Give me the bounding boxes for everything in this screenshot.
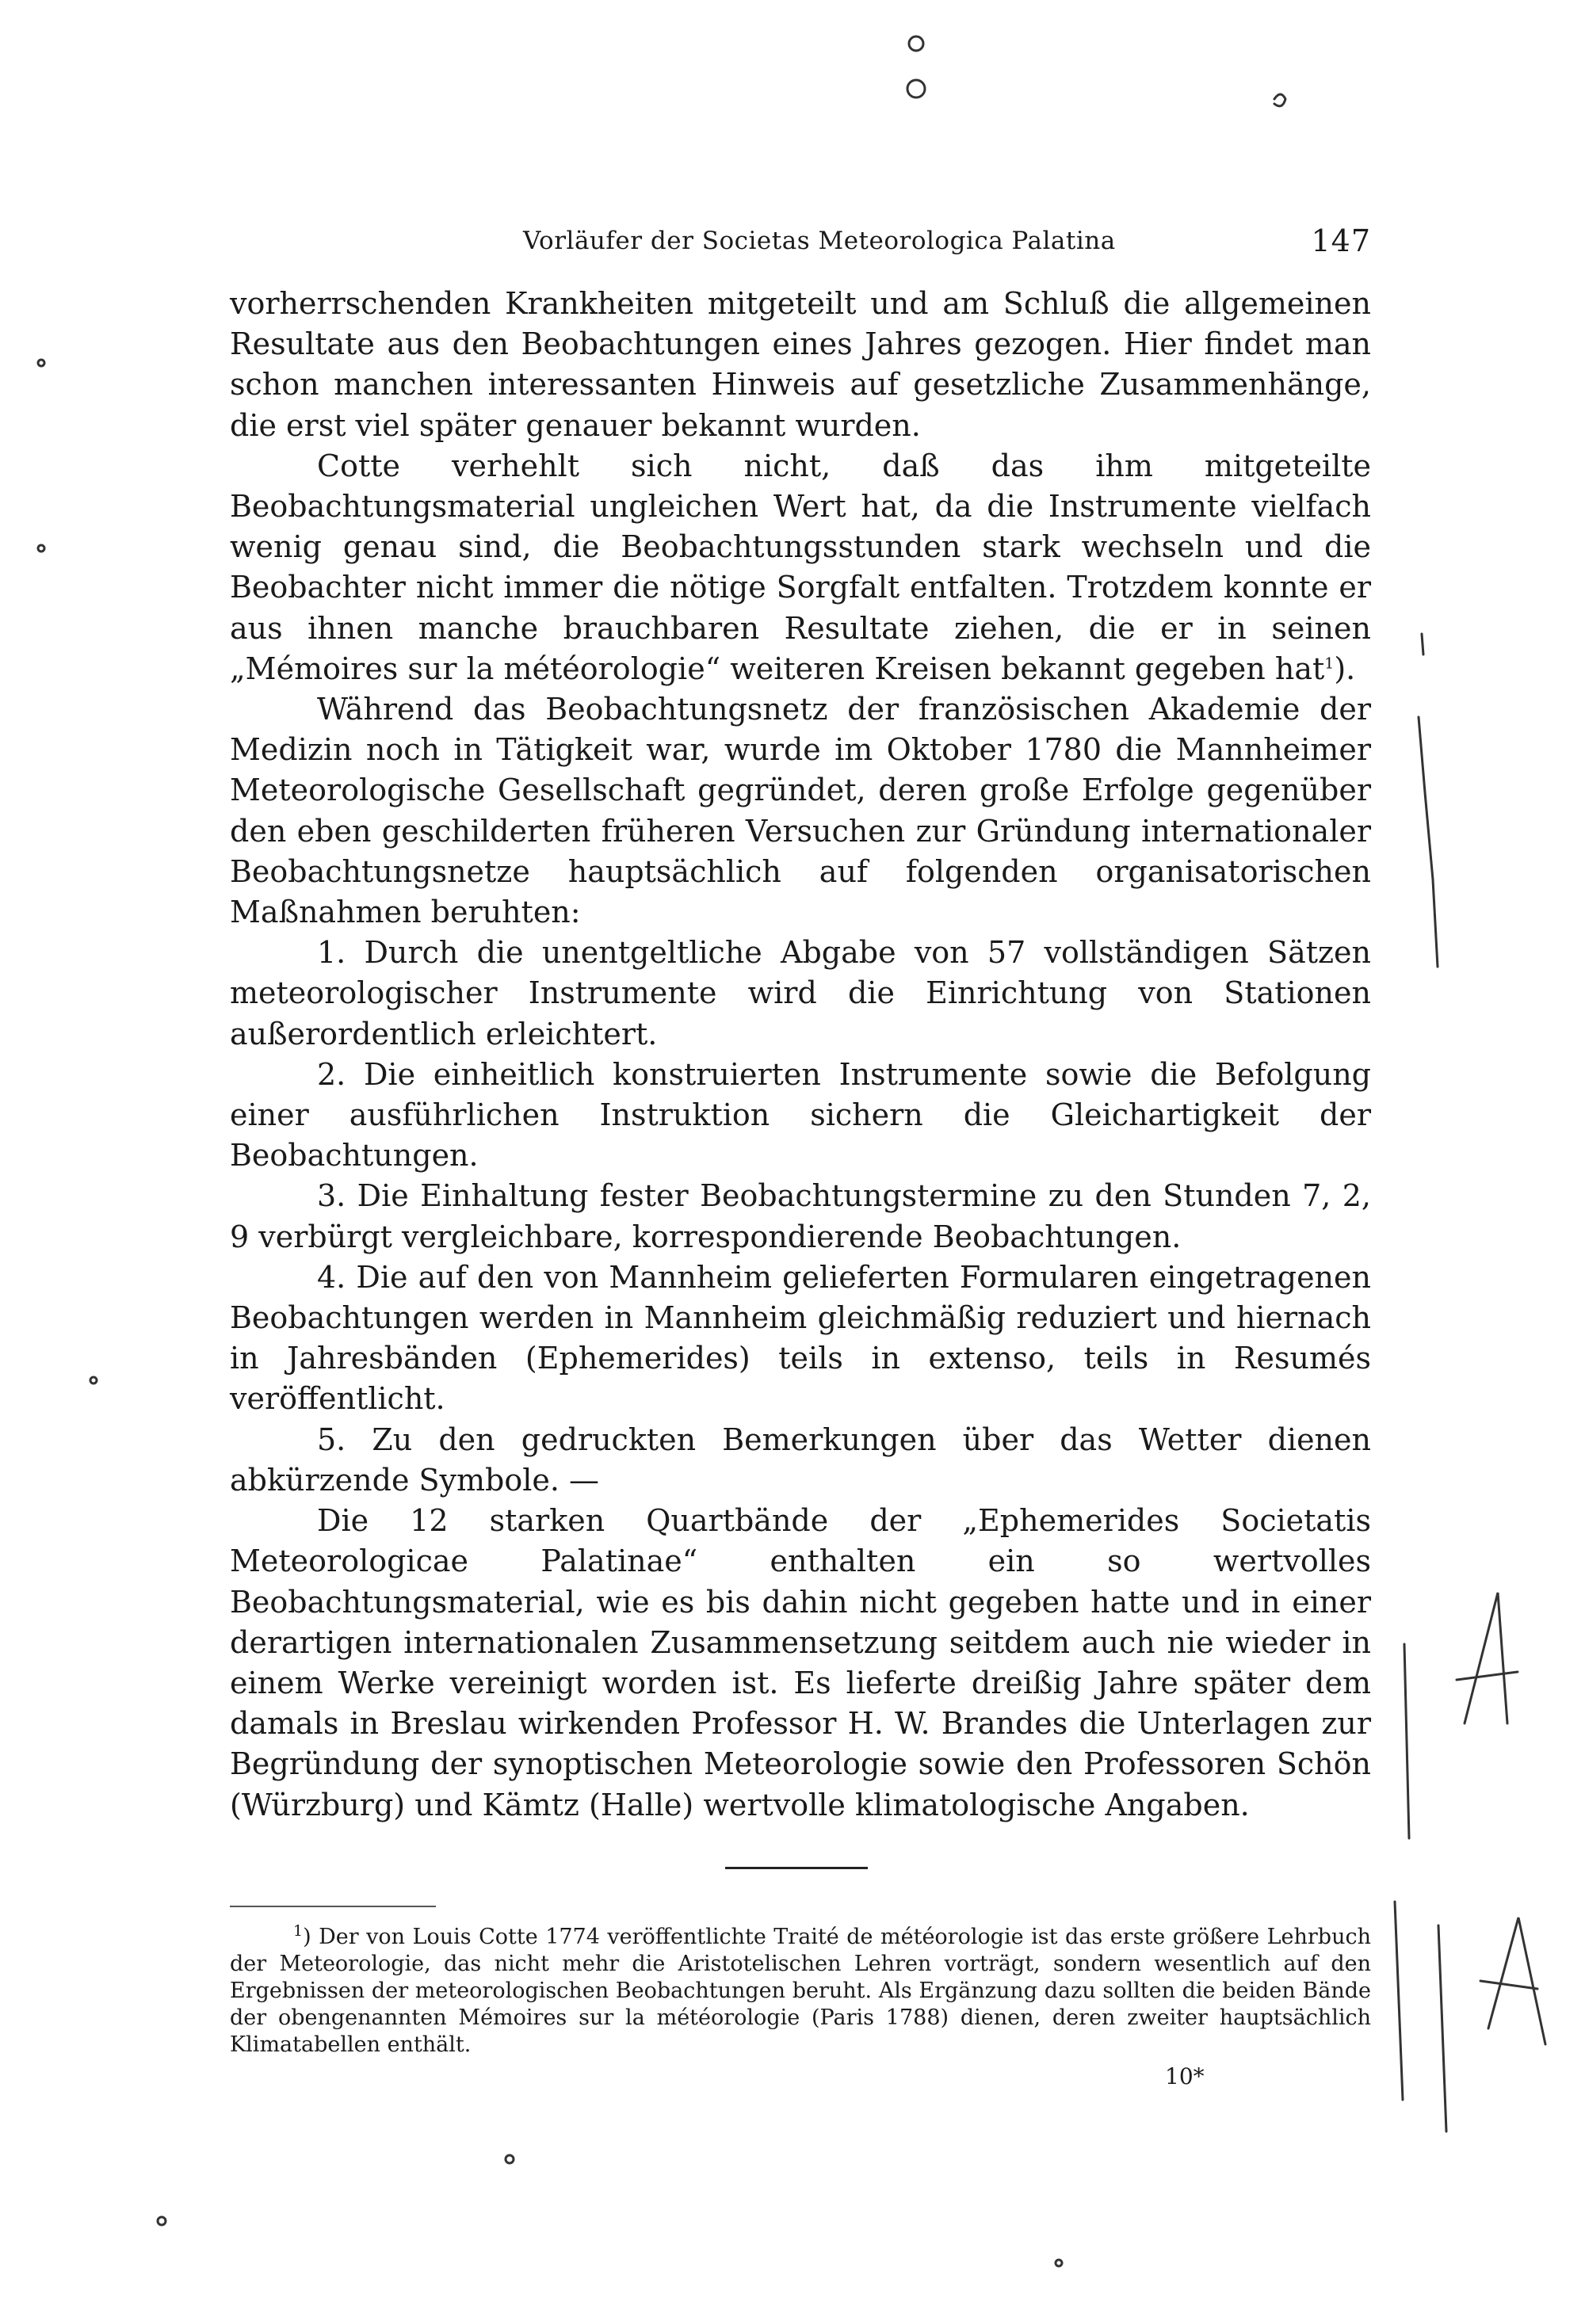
- list-item: 3. Die Einhaltung fester Beobachtungstermine zu den Stunden 7, 2, 9 verbürgt vergleichbare, korrespondierende Beobachtungen.: [230, 1178, 1371, 1254]
- handwritten-a-icon: [1395, 1902, 1545, 2131]
- list-item: 2. Die einheitlich konstruierten Instrumente sowie die Befolgung einer ausführlichen Instruktion sichern die Gleichartigkeit der Beobachtungen.: [230, 1056, 1371, 1173]
- left-margin-dot-icon: [38, 360, 1062, 2266]
- footnote-text: ) Der von Louis Cotte 1774 veröffentlichte Traité de météorologie ist das erste größere Lehrbuch der Meteorologie, das nicht mehr die Aristotelischen Lehren vorträgt, sondern wesentlich auf den Ergebnissen der meteorologischen Beobachtungen beruht. Als Ergänzung dazu sollten die beiden Bände der obengenannten Mémoires sur la météorologie (Paris 1788) dienen, deren zweiter hauptsächlich Klimatabellen enthält.: [230, 1925, 1371, 2057]
- page-number: 147: [1311, 223, 1371, 258]
- paragraph-mannheim: Während das Beobachtungsnetz der französischen Akademie der Medizin noch in Tätigkeit war, wurde im Oktober 1780 die Mannheimer Meteorologische Gesellschaft gegründet, deren große Erfolge gegenüber den eben geschilderten früheren Versuchen zur Gründung internationaler Beobachtungsnetze hauptsächlich auf folgenden organisatorischen Maßnahmen beruhten:: [230, 692, 1371, 930]
- list-item: 5. Zu den gedruckten Bemerkungen über das Wetter dienen abkürzende Symbole. —: [230, 1421, 1371, 1498]
- signature-mark: 10*: [1165, 2063, 1205, 2089]
- running-title: Vorläufer der Societas Meteorologica Palatina: [523, 227, 1116, 255]
- paragraph-ephemerides: Die 12 starken Quartbände der „Ephemerides Societatis Meteorologicae Palatinae“ enthalten ein so wertvolles Beobachtungsmaterial, wie es bis dahin nicht gegeben hatte und in einer derartigen internationalen Zusammensetzung seitdem auch nie wieder in einem Werke vereinigt worden ist. Es lieferte dreißig Jahre später dem damals in Breslau wirkenden Professor H. W. Brandes die Unterlagen zur Begründung der synoptischen Meteorologie sowie den Professoren Schön (Würzburg) und Kämtz (Halle) wertvolle klimatologische Angaben.: [230, 1503, 1371, 1822]
- paragraph-continued: vorherrschenden Krankheiten mitgeteilt und am Schluß die allgemeinen Resultate aus den Beobachtungen eines Jahres gezogen. Hier findet man schon manchen interessanten Hinweis auf gesetzliche Zusammenhänge, die erst viel später genauer bekannt wurden.: [230, 286, 1371, 443]
- top-smudge-icon: [907, 36, 1285, 106]
- paragraph-cotte-end: ).: [1334, 651, 1356, 686]
- margin-bracket-line: [1419, 717, 1438, 967]
- footnote-marker: 1: [293, 1922, 304, 1940]
- list-item: 1. Durch die unentgeltliche Abgabe von 57 vollständigen Sätzen meteorologischer Instrumente wird die Einrichtung von Stationen außerordentlich erleichtert.: [230, 935, 1371, 1051]
- list-item: 4. Die auf den von Mannheim gelieferten Formularen eingetragenen Beobachtungen werden in Mannheim gleichmäßig reduziert und hiernach in Jahresbänden (Ephemerides) teils in extenso, teils in Resumés veröffentlicht.: [230, 1259, 1371, 1417]
- margin-tick: [1422, 634, 1423, 654]
- paragraph-cotte-text: Cotte verhehlt sich nicht, daß das ihm mitgeteilte Beobachtungsmaterial ungleichen Wert hat, da die Instrumente vielfach wenig genau sind, die Beobachtungsstunden stark wechseln und die Beobachter nicht immer die nötige Sorgfalt entfalten. Trotzdem konnte er aus ihnen manche brauchbaren Resultate ziehen, die er in seinen „Mémoires sur la météorologie“ weiteren Kreisen bekannt gegeben hat: [230, 448, 1371, 686]
- footnote-reference: 1: [1324, 654, 1335, 673]
- handwritten-a-icon: [1404, 1593, 1518, 1838]
